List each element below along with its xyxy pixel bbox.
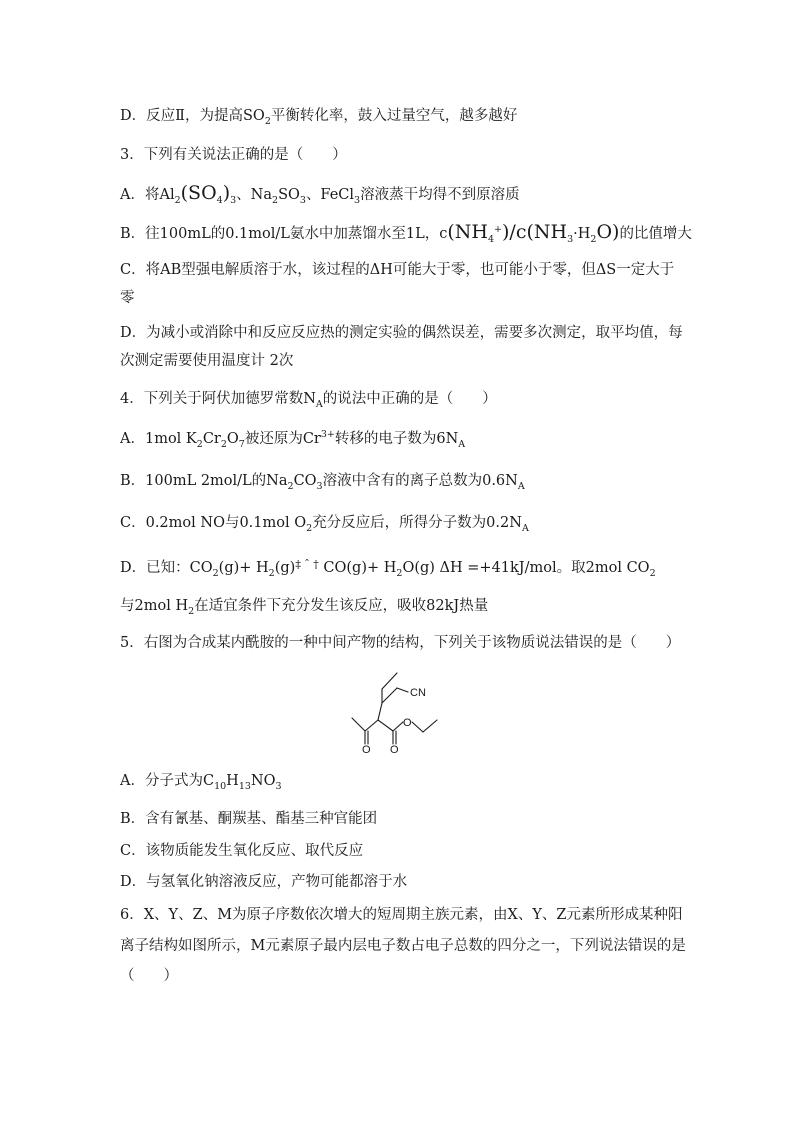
carbonyl-oxygen-label: O — [390, 744, 399, 754]
cyano-label: CN — [410, 687, 426, 699]
q4-option-d-line2: 与2mol $H_2$在适宜条件下充分发生该反应，吸收82kJ热量 — [120, 598, 489, 617]
q4-option-a: A．1mol $K_2Cr_2O_7$被还原为$Cr^{3+}$转移的电子数为$6N_A$ — [120, 429, 466, 450]
q5-option-c: C．该物质能发生氧化反应、取代反应 — [120, 843, 364, 859]
q3-option-b: B．往100mL的0.1mol/L氨水中加蒸馏水至1L，$c(NH_4^+)/c(NH_3\cdot H_2O)$的比值增大 — [120, 221, 692, 245]
q3-option-d-line1: D．为减小或消除中和反应反应热的测定实验的偶然误差，需要多次测定，取平均值，每 — [120, 325, 683, 341]
q4-option-d-line1: D．已知：$CO_2(g)+ H_2(g)^{\ddagger ˆ \dagger}$ $CO(g)+ H_2O(g)$ ΔH =+41kJ/mol。取2mol $CO_2$ — [120, 558, 656, 579]
q5-option-d: D．与氢氧化钠溶液反应，产物可能都溶于水 — [120, 874, 408, 890]
q4-option-b: B．100mL 2mol/L的$Na_2CO_3$溶液中含有的离子总数为$0.6N_A$ — [120, 473, 525, 492]
q6-stem-line1: 6．X、Y、Z、M为原子序数依次增大的短周期主族元素，由X、Y、Z元素所形成某种阳 — [120, 907, 683, 923]
ester-oxygen-label: O — [403, 717, 412, 729]
q4-option-c: C．0.2mol NO与0.1mol $O_2$充分反应后，所得分子数为$0.2N_A$ — [120, 515, 529, 534]
molecule-structure-figure — [345, 662, 475, 754]
q2-option-d: D．反应Ⅱ，为提高$SO_2$平衡转化率，鼓入过量空气，越多越好 — [120, 108, 518, 127]
q5-option-a: A．分子式为$C_{10}H_{13}NO_3$ — [120, 773, 282, 792]
q5-stem: 5．右图为合成某内酰胺的一种中间产物的结构，下列关于该物质说法错误的是（ ） — [120, 635, 681, 651]
q6-stem-line2: 离子结构如图所示，M元素原子最内层电子数占电子总数的四分之一，下列说法错误的是 — [120, 938, 686, 954]
q3-option-a: A．将$Al_2(SO_4)_3$、$Na_2SO_3$、FeCl$_3$溶液蒸干均得不到原溶质 — [120, 182, 520, 206]
q3-stem: 3．下列有关说法正确的是（ ） — [120, 147, 347, 163]
q3-option-d-line2: 次测定需要使用温度计 2次 — [120, 353, 294, 369]
equilibrium-arrow: ‡ ˆ † — [295, 558, 319, 571]
ketone-oxygen-label: O — [362, 744, 371, 754]
q6-stem-line3: （ ） — [120, 968, 178, 984]
q3-option-c-line1: C．将AB型强电解质溶于水，该过程的ΔH可能大于零，也可能小于零，但ΔS一定大于 — [120, 262, 675, 278]
q5-option-b: B．含有氰基、酮羰基、酯基三种官能团 — [120, 811, 378, 827]
q4-stem: 4．下列关于阿伏加德罗常数$N_A$的说法中正确的是（ ） — [120, 391, 497, 410]
q3-option-c-line2: 零 — [120, 290, 135, 306]
